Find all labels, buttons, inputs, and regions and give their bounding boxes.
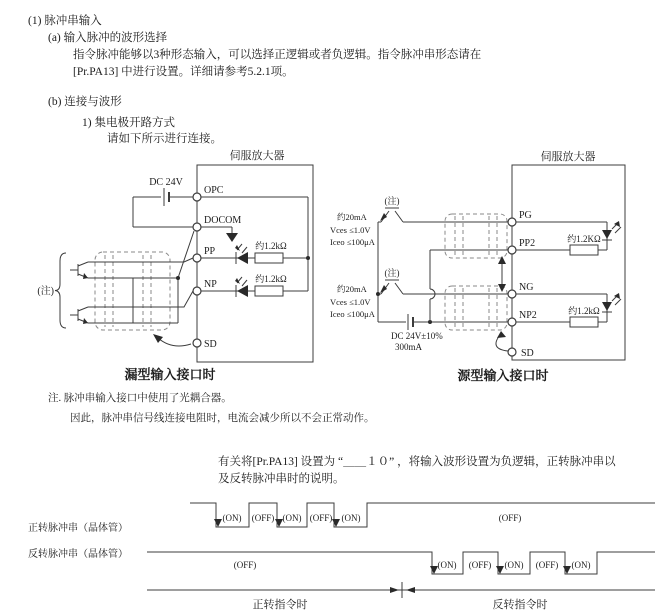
junction-dot (376, 292, 380, 296)
forward-state-label: (ON) (282, 513, 302, 523)
pp-resistor (255, 253, 283, 263)
spec1-current-label: 约20mA (337, 212, 367, 222)
forward-state-label: (OFF) (498, 513, 522, 523)
pnp-emitter-arrow-2 (380, 285, 387, 293)
servo-amplifier-title-source: 伺服放大器 (540, 151, 596, 163)
note-ref-label-sink: (注) (37, 286, 54, 297)
reverse-state-label: (ON) (437, 560, 457, 570)
reverse-state-label: (ON) (504, 560, 524, 570)
terminal-pp2 (508, 246, 516, 254)
terminal-sd2 (508, 348, 516, 356)
section-item-b: (b) 连接与波形 (48, 96, 122, 108)
spec2-iceo-label: Iceo ≤100μA (330, 309, 375, 319)
pnp-emitter-arrow-1 (380, 213, 387, 221)
servo-amplifier-box-source (512, 165, 625, 360)
terminal-docom (193, 223, 201, 231)
source-input-circuit-diagram (325, 145, 664, 390)
cable-core-lines-sink (105, 255, 151, 327)
terminal-np-label: NP (204, 279, 217, 290)
reverse-command-label: 反转指令时 (492, 599, 548, 611)
footnote-line1: 注. 脉冲串输入接口中使用了光耦合器。 (48, 393, 232, 404)
paragraph-c-line2: 及反转脉冲串时的说明。 (218, 473, 345, 485)
dc24v-tolerance-label: DC 24V±10% (391, 331, 443, 341)
reverse-state-label: (OFF) (468, 560, 492, 570)
np2-resistor (570, 317, 598, 327)
terminal-pg-label: PG (519, 210, 532, 221)
pulse-train-timing-diagram (20, 496, 664, 614)
servo-amplifier-title-sink: 伺服放大器 (229, 150, 285, 162)
terminal-pp-label: PP (204, 246, 216, 257)
command-axis (147, 582, 655, 598)
spec1-vces-label: Vces ≤1.0V (330, 225, 371, 235)
sink-caption: 漏型输入接口时 (124, 367, 216, 382)
np-resistor-label: 约1.2kΩ (255, 274, 287, 284)
falling-edge-arrow-icon (563, 566, 571, 574)
pp2-resistor-label: 约1.2KΩ (567, 234, 601, 244)
section-item-a: (a) 输入脉冲的波形选择 (48, 32, 168, 44)
terminal-np (193, 287, 201, 295)
battery-icon-sink (164, 188, 169, 206)
falling-edge-arrow-icon (496, 566, 504, 574)
note-brace (55, 253, 66, 328)
paragraph-c-line1: 有关将[Pr.PA13] 设置为 “＿＿１０” ，将输入波形设置为负逻辑，正转脉冲串以 (218, 456, 616, 468)
sink-input-circuit-diagram (20, 145, 330, 390)
paragraph-a-line1: 指令脉冲能够以3种形态输入，可以选择正逻辑或者负逻辑。指令脉冲串形态请在 (73, 49, 482, 61)
npn-transistor-icon-1 (70, 262, 88, 279)
terminal-pp (193, 254, 201, 262)
footnote-line2: 因此，脉冲串信号线连接电阻时，电流会减少所以不会正常动作。 (70, 413, 375, 424)
note-ref-label-2: (注) (384, 268, 400, 278)
shielded-cable-bottom-source (445, 286, 507, 330)
section-item-b1: 1) 集电极开路方式 (82, 117, 175, 129)
pp-resistor-label: 约1.2kΩ (255, 241, 287, 251)
spec2-vces-label: Vces ≤1.0V (330, 297, 371, 307)
waveform-forward-label: 正转脉冲串（晶体管） (28, 523, 128, 534)
waveform-reverse-label: 反转脉冲串（晶体管） (28, 549, 128, 560)
note-ref-label-1: (注) (384, 196, 400, 206)
forward-state-label: (OFF) (251, 513, 275, 523)
terminal-docom-label: DOCOM (204, 215, 242, 226)
falling-edge-arrow-icon (332, 519, 340, 527)
reverse-state-label: (OFF) (233, 560, 257, 570)
falling-edge-arrow-icon (214, 519, 222, 527)
terminal-opc (193, 193, 201, 201)
terminal-ng (508, 290, 516, 298)
paragraph-b-line1: 请如下所示进行连接。 (107, 133, 222, 145)
terminal-np2 (508, 318, 516, 326)
forward-state-label: (ON) (341, 513, 361, 523)
reverse-state-label: (OFF) (535, 560, 559, 570)
axis-arrow-right-icon (390, 587, 399, 593)
reverse-state-label: (ON) (571, 560, 591, 570)
spec2-current-label: 约20mA (337, 284, 367, 294)
external-supply-wiring-sink (133, 197, 194, 278)
terminal-pg (508, 218, 516, 226)
source-caption: 源型输入接口时 (457, 368, 549, 383)
np-resistor (255, 286, 283, 296)
forward-state-label: (OFF) (309, 513, 333, 523)
shielded-cable-top-source (445, 214, 507, 258)
dc24v-current-label: 300mA (395, 342, 422, 352)
dc24v-label: DC 24V (149, 177, 183, 188)
junction-dot (306, 256, 310, 260)
npn-transistor-icon-2 (70, 307, 88, 324)
section-item-1: (1) 脉冲串输入 (28, 15, 102, 27)
paragraph-a-line2: [Pr.PA13] 中进行设置。详细请参考5.2.1项。 (73, 66, 294, 78)
sd-shield-arrow-icon-source (497, 331, 506, 338)
terminal-sd (193, 339, 201, 347)
sd-shield-curve (158, 338, 191, 346)
terminal-np2-label: NP2 (519, 310, 537, 321)
sd-shield-arrow-icon (153, 334, 163, 343)
pp2-resistor (570, 245, 598, 255)
terminal-ng-label: NG (519, 282, 534, 293)
shield-bond-arrows (498, 256, 506, 292)
np2-resistor-label: 约1.2kΩ (568, 306, 600, 316)
terminal-opc-label: OPC (204, 185, 224, 196)
axis-arrow-left-icon (406, 587, 415, 593)
battery-icon-source (408, 314, 413, 330)
terminal-pp2-label: PP2 (519, 238, 536, 249)
forward-command-label: 正转指令时 (252, 599, 308, 611)
transistor-output-wiring-sink (88, 258, 193, 323)
forward-state-label: (ON) (222, 513, 242, 523)
terminal-sd-label: SD (204, 339, 217, 350)
junction-dot (176, 276, 180, 280)
spec1-iceo-label: Iceo ≤100μA (330, 237, 375, 247)
terminal-sd2-label: SD (521, 348, 534, 359)
